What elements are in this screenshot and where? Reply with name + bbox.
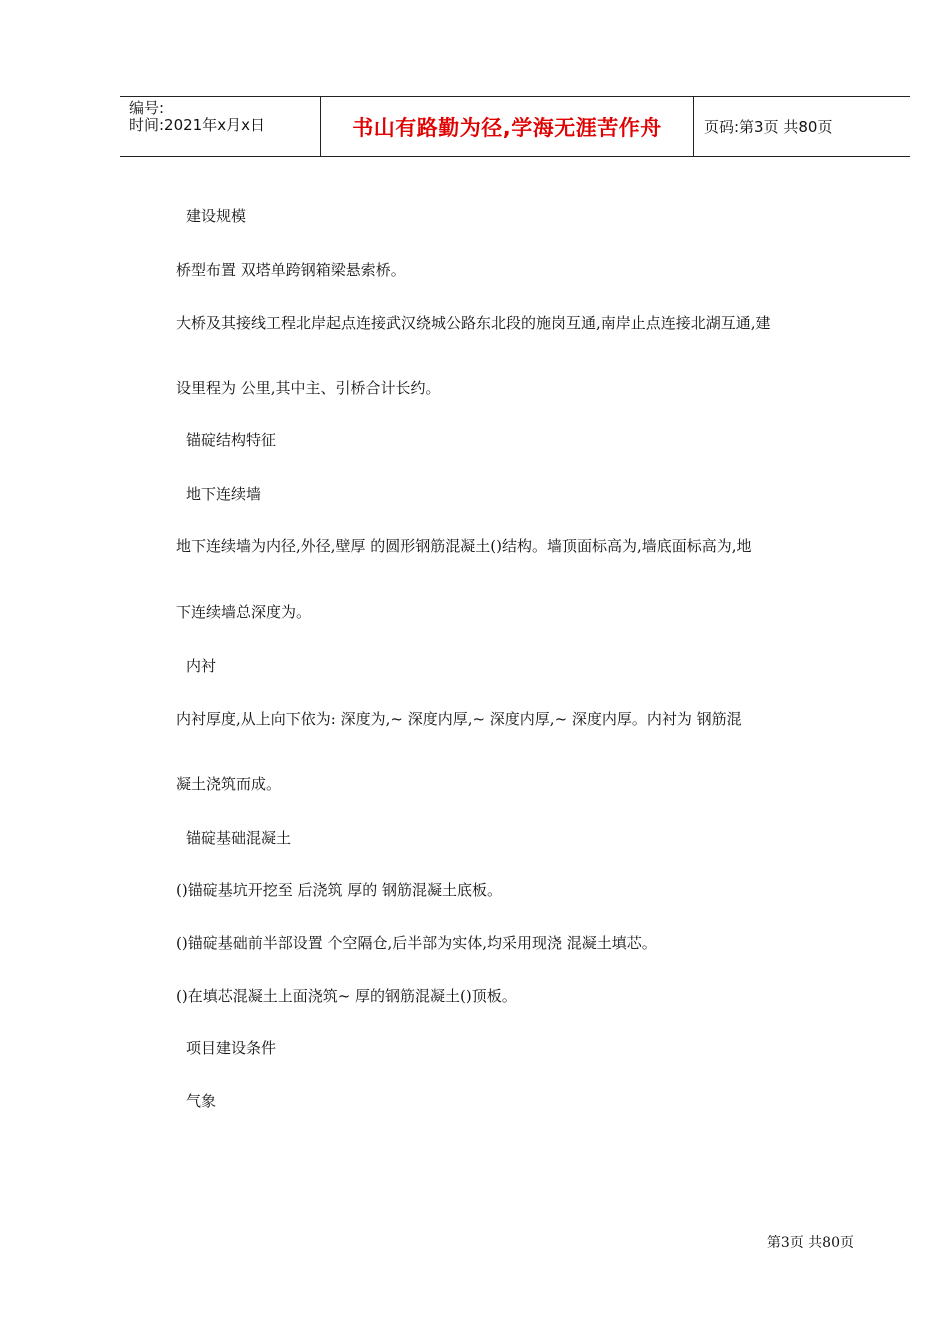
section-heading: 建设规模 [186, 207, 247, 225]
page-footer: 第3页 共80页 [766, 1235, 854, 1251]
paragraph: 凝土浇筑而成。 [176, 775, 282, 793]
paragraph: 内衬厚度,从上向下依为: 深度为,~ 深度内厚,~ 深度内厚,~ 深度内厚。内衬为 钢筋混 [176, 710, 742, 728]
section-heading: 锚碇基础混凝土 [186, 829, 292, 847]
document-header [120, 96, 910, 157]
header-meta [120, 97, 321, 156]
paragraph: 地下连续墙为内径,外径,壁厚 的圆形钢筋混凝土()结构。墙顶面标高为,墙底面标高为,地 [176, 537, 752, 555]
paragraph: ()锚碇基坑开挖至 后浇筑 厚的 钢筋混凝土底板。 [176, 881, 503, 899]
header-page: 页码:第3页 共80页 [704, 118, 833, 136]
section-heading: 锚碇结构特征 [186, 431, 277, 449]
paragraph: ()在填芯混凝土上面浇筑~ 厚的钢筋混凝土()顶板。 [176, 987, 517, 1005]
section-heading: 项目建设条件 [186, 1039, 277, 1057]
section-heading: 气象 [186, 1092, 217, 1110]
paragraph: 设里程为 公里,其中主、引桥合计长约。 [176, 379, 441, 397]
paragraph: 大桥及其接线工程北岸起点连接武汉绕城公路东北段的施岗互通,南岸止点连接北湖互通,建 [176, 314, 771, 332]
header-time: 时间:2021年x月x日 [129, 116, 265, 134]
header-number: 编号: [129, 99, 165, 117]
paragraph: 下连续墙总深度为。 [176, 603, 312, 621]
section-heading: 内衬 [186, 657, 217, 675]
header-motto: 书山有路勤为径,学海无涯苦作舟 [321, 97, 694, 156]
paragraph: ()锚碇基础前半部设置 个空隔仓,后半部为实体,均采用现浇 混凝土填芯。 [176, 934, 657, 952]
section-heading: 地下连续墙 [186, 485, 262, 503]
paragraph: 桥型布置 双塔单跨钢箱梁悬索桥。 [176, 261, 406, 279]
